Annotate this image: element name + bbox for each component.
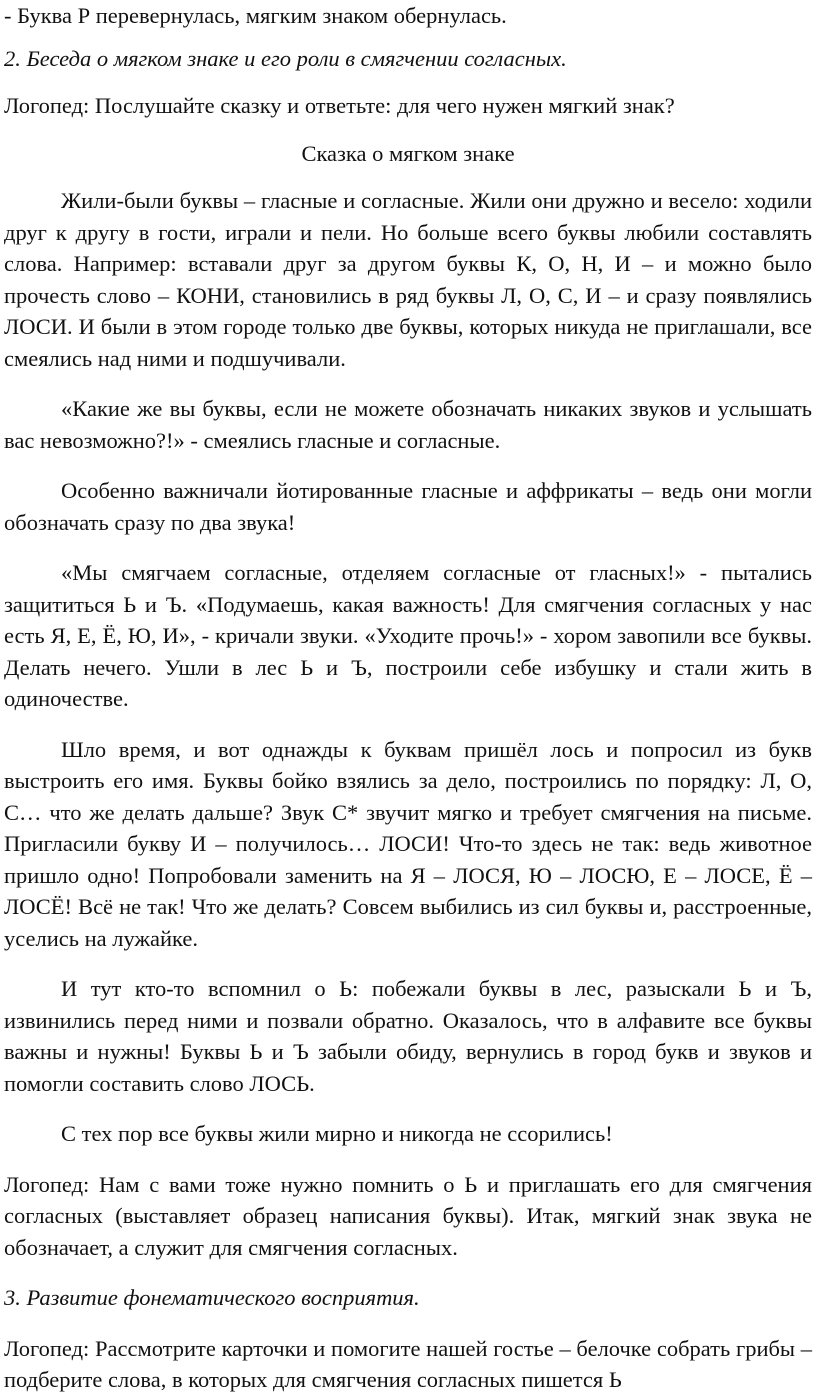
section-heading-3: 3. Развитие фонематического восприятия. bbox=[4, 1285, 420, 1310]
tale-paragraph: И тут кто-то вспомнил о Ь: побежали буквы в лес, разыскали Ь и Ъ, извинились перед ними и позвали обратно. Оказалось, что в алфавите все буквы важны и нужны! Буквы Ь и Ъ забыли обиду, вернулись в город букв и звуков и помогли составить слово ЛОСЬ. bbox=[4, 976, 812, 1096]
logoped-task: Логопед: Рассмотрите карточки и помогите нашей гостье – белочке собрать грибы – подберите слова, в которых для смягчения согласных пишется Ь bbox=[4, 1335, 812, 1392]
tale-paragraph: Жили-были буквы – гласные и согласные. Жили они дружно и весело: ходили друг к другу в гости, играли и пели. Но больше всего буквы любили составлять слова. Например: вставали друг за другом буквы К, О, Н, И – и можно было прочесть слово – КОНИ, становились в ряд буквы Л, О, С, И – и сразу появлялись ЛОСИ. И были в этом городе только две буквы, которых никуда не приглашали, все смеялись над ними и подшучивали. bbox=[4, 188, 812, 371]
tale-title: Сказка о мягком знаке bbox=[301, 140, 515, 166]
tale-paragraph: Особенно важничали йотированные гласные и аффрикаты – ведь они могли обозначать сразу по два звука! bbox=[4, 478, 812, 535]
riddle-line: - Буква Р перевернулась, мягким знаком обернулась. bbox=[4, 3, 507, 28]
logoped-conclusion: Логопед: Нам с вами тоже нужно помнить о Ь и приглашать его для смягчения согласных (выставляет образец написания буквы). Итак, мягкий знак звука не обозначает, а служит для смягчения согласных. bbox=[4, 1171, 812, 1260]
section-heading-2: 2. Беседа о мягком знаке и его роли в смягчении согласных. bbox=[4, 45, 567, 71]
tale-paragraph: «Мы смягчаем согласные, отделяем согласные от гласных!» - пытались защититься Ь и Ъ. «Подумаешь, какая важность! Для смягчения согласных у нас есть Я, Е, Ё, Ю, И», - кричали звуки. «Уходите прочь!» - хором завопили все буквы. Делать нечего. Ушли в лес Ь и Ъ, построили себе избушку и стали жить в одиночестве. bbox=[4, 560, 812, 711]
document-page bbox=[4, 0, 812, 1396]
tale-paragraph: С тех пор все буквы жили мирно и никогда не ссорились! bbox=[61, 1121, 613, 1146]
tale-paragraph: Шло время, и вот однажды к буквам пришёл лось и попросил из букв выстроить его имя. Буквы бойко взялись за дело, построились по порядку: Л, О, С… что же делать дальше? Звук С* звучит мягко и требует смягчения на письме. Пригласили букву И – получилось… ЛОСИ! Что-то здесь не так: ведь животное пришло одно! Попробовали заменить на Я – ЛОСЯ, Ю – ЛОСЮ, Е – ЛОСЕ, Ё – ЛОСЁ! Всё не так! Что же делать? Совсем выбились из сил буквы и, расстроенные, уселись на лужайке. bbox=[4, 736, 812, 951]
tale-paragraph: «Какие же вы буквы, если не можете обозначать никаких звуков и услышать вас невозможно?!» - смеялись гласные и согласные. bbox=[4, 396, 812, 453]
logoped-intro: Логопед: Послушайте сказку и ответьте: для чего нужен мягкий знак? bbox=[4, 93, 675, 118]
